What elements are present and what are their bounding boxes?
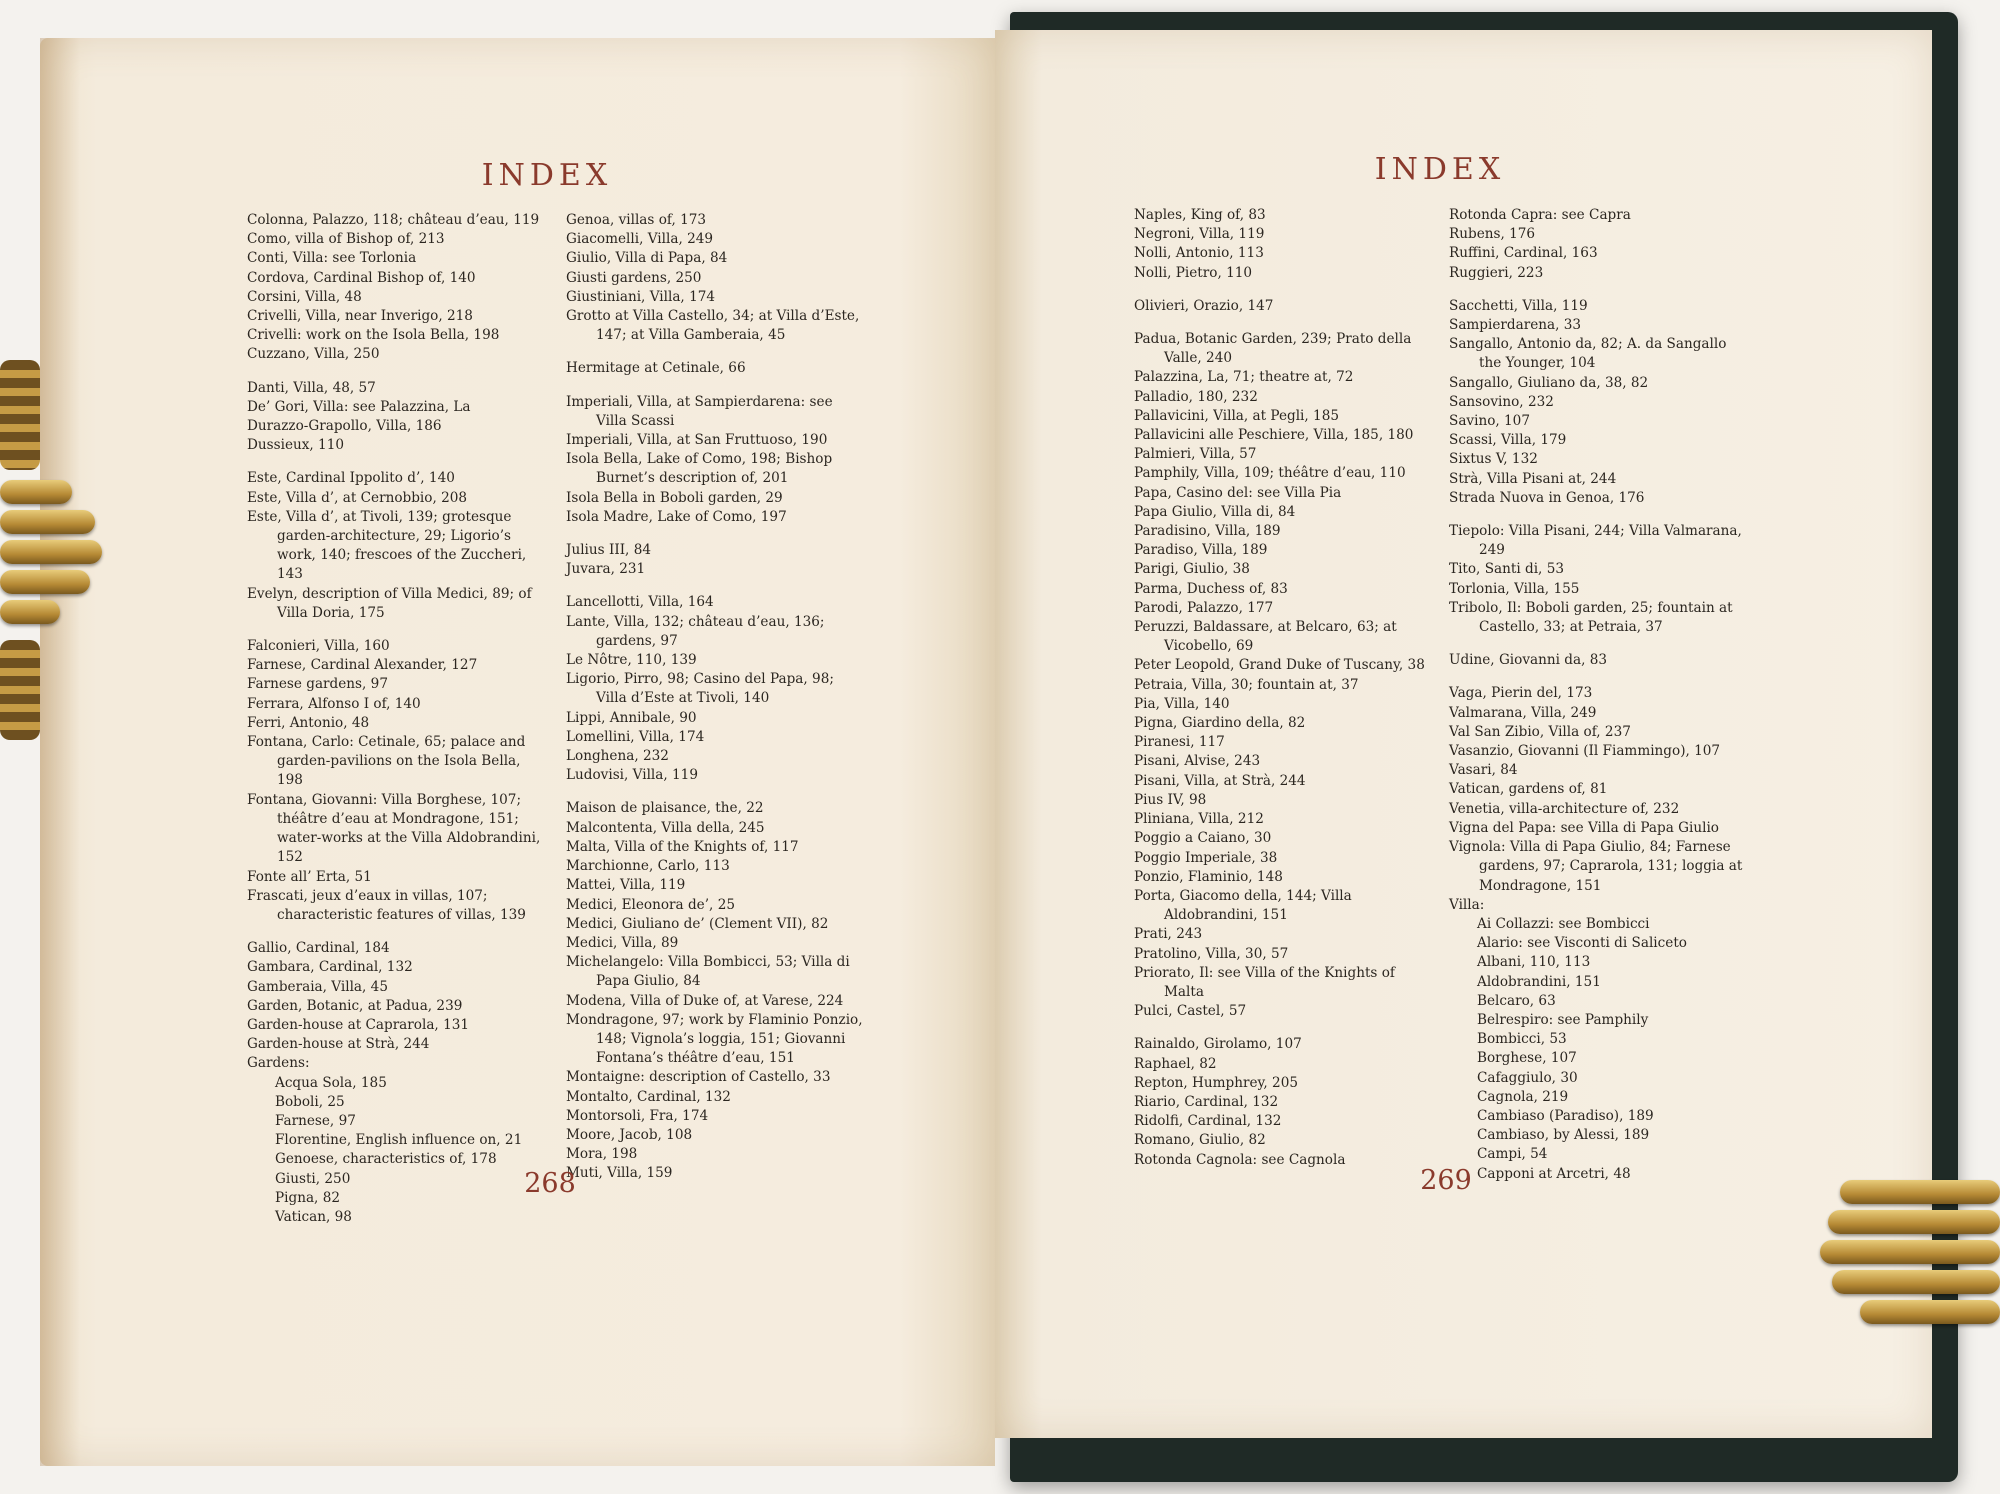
index-entry: Isola Madre, Lake of Como, 197 [566, 508, 787, 525]
index-entry: Vasanzio, Giovanni (Il Fiammingo), 107 [1449, 743, 1721, 760]
clip-chain [0, 360, 40, 470]
index-entry: Dussieux, 110 [247, 437, 345, 454]
index-entry: Longhena, 232 [566, 748, 669, 765]
index-entry: Riario, Cardinal, 132 [1134, 1093, 1279, 1110]
index-entry: Pliniana, Villa, 212 [1134, 811, 1264, 828]
index-entry: Villa: [1449, 896, 1485, 913]
index-entry: Peter Leopold, Grand Duke of Tuscany, 38 [1134, 657, 1425, 674]
index-entry: Florentine, English influence on, 21 [275, 1132, 523, 1149]
index-entry: Pallavicini, Villa, at Pegli, 185 [1134, 407, 1339, 424]
left-page-number: 268 [524, 1168, 576, 1199]
index-entry: Pratolino, Villa, 30, 57 [1134, 945, 1289, 962]
index-entry: Mora, 198 [566, 1146, 638, 1163]
index-entry: Frascati, jeux d’eaux in villas, 107; characteristic features of villas, 139 [247, 887, 526, 923]
index-entry: Imperiali, Villa, at Sampierdarena: see Villa Scassi [566, 393, 833, 429]
index-entry: Rotonda Cagnola: see Cagnola [1134, 1151, 1346, 1168]
index-entry: Vatican, gardens of, 81 [1449, 781, 1608, 798]
index-entry: Michelangelo: Villa Bombicci, 53; Villa di Papa Giulio, 84 [566, 954, 850, 990]
index-entry: Ai Collazzi: see Bombicci [1477, 915, 1650, 932]
index-entry: Marchionne, Carlo, 113 [566, 858, 730, 875]
index-entry: Palazzina, La, 71; theatre at, 72 [1134, 369, 1354, 386]
index-entry: Giacomelli, Villa, 249 [566, 231, 714, 248]
index-entry: De’ Gori, Villa: see Palazzina, La [247, 398, 471, 415]
index-entry: Farnese, 97 [275, 1112, 356, 1129]
index-entry: Giusti, 250 [275, 1170, 351, 1187]
index-entry: Pia, Villa, 140 [1134, 695, 1230, 712]
index-entry: Malcontenta, Villa della, 245 [566, 819, 765, 836]
index-entry: Raphael, 82 [1134, 1055, 1217, 1072]
index-entry: Modena, Villa of Duke of, at Varese, 224 [566, 992, 844, 1009]
index-entry: Rotonda Capra: see Capra [1449, 207, 1631, 223]
index-entry: Grotto at Villa Castello, 34; at Villa d’Este, 147; at Villa Gamberaia, 45 [566, 308, 860, 344]
index-entry: Corsini, Villa, 48 [247, 288, 362, 305]
index-entry: Crivelli: work on the Isola Bella, 198 [247, 327, 500, 344]
index-entry: Parodi, Palazzo, 177 [1134, 599, 1274, 616]
index-entry: Gallio, Cardinal, 184 [247, 940, 390, 957]
left-page-column-1 [247, 211, 547, 1227]
index-entry: Repton, Humphrey, 205 [1134, 1074, 1298, 1091]
index-entry: Cambiaso (Paradiso), 189 [1477, 1107, 1654, 1124]
index-entry: Vignola: Villa di Papa Giulio, 84; Farnese gardens, 97; Caprarola, 131; loggia at Mondragone, 151 [1449, 839, 1743, 894]
right-page-number: 269 [1420, 1165, 1472, 1196]
index-entry: Palmieri, Villa, 57 [1134, 446, 1257, 463]
right-page-column-1 [1134, 206, 1428, 1170]
index-entry: Giustiniani, Villa, 174 [566, 288, 716, 305]
index-entry: Val San Zibio, Villa of, 237 [1449, 723, 1631, 740]
index-entry: Valmarana, Villa, 249 [1449, 704, 1597, 721]
index-entry: Papa Giulio, Villa di, 84 [1134, 503, 1296, 520]
index-entry: Vatican, 98 [275, 1208, 352, 1225]
index-entry: Torlonia, Villa, 155 [1449, 580, 1580, 597]
index-entry: Farnese, Cardinal Alexander, 127 [247, 657, 478, 674]
index-entry: Parma, Duchess of, 83 [1134, 580, 1288, 597]
index-entry: Crivelli, Villa, near Inverigo, 218 [247, 308, 473, 325]
index-entry: Malta, Villa of the Knights of, 117 [566, 838, 799, 855]
index-entry: Naples, King of, 83 [1134, 207, 1266, 223]
index-entry: Ruffini, Cardinal, 163 [1449, 245, 1598, 262]
index-entry: Porta, Giacomo della, 144; Villa Aldobrandini, 151 [1134, 887, 1352, 924]
index-entry: Medici, Eleonora de’, 25 [566, 896, 735, 913]
index-entry: Tito, Santi di, 53 [1449, 561, 1564, 578]
index-entry: Scassi, Villa, 179 [1449, 432, 1567, 449]
index-entry: Paradisino, Villa, 189 [1134, 523, 1281, 540]
index-entry: Montalto, Cardinal, 132 [566, 1088, 731, 1105]
index-entry: Moore, Jacob, 108 [566, 1126, 693, 1143]
index-entry: Strada Nuova in Genoa, 176 [1449, 489, 1645, 506]
index-entry: Ruggieri, 223 [1449, 264, 1544, 281]
brass-page-clip-right [1810, 1160, 2000, 1330]
index-entry: Tribolo, Il: Boboli garden, 25; fountain at Castello, 33; at Petraia, 37 [1449, 599, 1733, 636]
index-entry: Belrespiro: see Pamphily [1477, 1011, 1649, 1028]
index-entry: Cuzzano, Villa, 250 [247, 346, 380, 363]
index-entry: Palladio, 180, 232 [1134, 388, 1258, 405]
index-entry: Borghese, 107 [1477, 1050, 1577, 1067]
index-entry: Strà, Villa Pisani at, 244 [1449, 470, 1617, 487]
index-entry: Medici, Villa, 89 [566, 934, 679, 951]
brass-page-clip-left [0, 470, 110, 640]
index-entry: Acqua Sola, 185 [275, 1074, 387, 1091]
index-entry: Gambara, Cardinal, 132 [247, 959, 413, 976]
left-page-heading: INDEX [481, 158, 613, 193]
index-entry: Pigna, Giardino della, 82 [1134, 715, 1306, 732]
index-entry: Medici, Giuliano de’ (Clement VII), 82 [566, 915, 829, 932]
index-entry: Udine, Giovanni da, 83 [1449, 652, 1608, 669]
index-entry: Genoa, villas of, 173 [566, 212, 707, 228]
index-entry: Negroni, Villa, 119 [1134, 226, 1265, 243]
index-entry: Boboli, 25 [275, 1093, 345, 1110]
index-entry: Colonna, Palazzo, 118; château d’eau, 119 [247, 212, 540, 228]
index-entry: Montorsoli, Fra, 174 [566, 1107, 709, 1124]
index-entry: Muti, Villa, 159 [566, 1165, 673, 1182]
index-entry: Albani, 110, 113 [1477, 954, 1591, 971]
index-entry: Ridolfi, Cardinal, 132 [1134, 1113, 1282, 1130]
index-entry: Pallavicini alle Peschiere, Villa, 185, 180 [1134, 427, 1414, 444]
index-entry: Pigna, 82 [275, 1189, 340, 1206]
index-entry: Priorato, Il: see Villa of the Knights of Malta [1134, 964, 1395, 1000]
page-edge-stain [40, 38, 80, 1466]
index-entry: Olivieri, Orazio, 147 [1134, 297, 1274, 314]
index-entry: Fontana, Carlo: Cetinale, 65; palace and garden-pavilions on the Isola Bella, 198 [247, 734, 526, 789]
index-entry: Este, Villa d’, at Tivoli, 139; grotesque garden-architecture, 29; Ligorio’s work, 140; frescoes of the Zuccheri, 143 [247, 508, 527, 583]
index-entry: Rubens, 176 [1449, 226, 1536, 243]
index-entry: Pisani, Villa, at Strà, 244 [1134, 772, 1306, 789]
index-entry: Hermitage at Cetinale, 66 [566, 360, 746, 377]
index-entry: Aldobrandini, 151 [1477, 973, 1601, 990]
index-entry: Fonte all’ Erta, 51 [247, 868, 372, 885]
index-entry: Garden-house at Strà, 244 [247, 1036, 430, 1053]
index-entry: Le Nôtre, 110, 139 [566, 652, 697, 669]
index-entry: Mattei, Villa, 119 [566, 877, 686, 894]
index-entry: Prati, 243 [1134, 926, 1203, 943]
index-entry: Durazzo-Grapollo, Villa, 186 [247, 418, 442, 435]
index-entry: Como, villa of Bishop of, 213 [247, 231, 445, 248]
index-entry: Cafaggiulo, 30 [1477, 1069, 1578, 1086]
index-entry: Cagnola, 219 [1477, 1088, 1569, 1105]
index-entry: Vaga, Pierin del, 173 [1449, 685, 1593, 702]
index-entry: Ferrara, Alfonso I of, 140 [247, 695, 421, 712]
index-entry: Capponi at Arcetri, 48 [1477, 1165, 1631, 1182]
index-entry: Genoese, characteristics of, 178 [275, 1151, 497, 1168]
clip-chain [0, 640, 40, 740]
index-entry: Imperiali, Villa, at San Fruttuoso, 190 [566, 432, 828, 449]
index-entry: Belcaro, 63 [1477, 992, 1556, 1009]
index-entry: Petraia, Villa, 30; fountain at, 37 [1134, 676, 1359, 693]
index-entry: Cordova, Cardinal Bishop of, 140 [247, 269, 476, 286]
index-entry: Pamphily, Villa, 109; théâtre d’eau, 110 [1134, 465, 1406, 482]
index-entry: Montaigne: description of Castello, 33 [566, 1069, 831, 1086]
index-entry: Bombicci, 53 [1477, 1031, 1567, 1048]
index-entry: Pulci, Castel, 57 [1134, 1003, 1247, 1020]
index-entry: Lomellini, Villa, 174 [566, 728, 705, 745]
right-page-heading: INDEX [1374, 152, 1506, 187]
index-entry: Gamberaia, Villa, 45 [247, 978, 388, 995]
index-entry: Alario: see Visconti di Saliceto [1477, 935, 1687, 952]
index-entry: Julius III, 84 [566, 542, 652, 559]
index-entry: Rainaldo, Girolamo, 107 [1134, 1036, 1302, 1053]
index-entry: Conti, Villa: see Torlonia [247, 250, 417, 267]
index-entry: Este, Cardinal Ippolito d’, 140 [247, 470, 455, 487]
index-entry: Romano, Giulio, 82 [1134, 1132, 1266, 1149]
index-entry: Piranesi, 117 [1134, 734, 1225, 751]
index-entry: Farnese gardens, 97 [247, 676, 388, 693]
index-entry: Savino, 107 [1449, 413, 1530, 430]
index-entry: Padua, Botanic Garden, 239; Prato della Valle, 240 [1134, 331, 1412, 367]
index-entry: Evelyn, description of Villa Medici, 89; of Villa Doria, 175 [247, 585, 532, 621]
index-entry: Lippi, Annibale, 90 [566, 709, 697, 726]
index-entry: Sangallo, Antonio da, 82; A. da Sangallo the Younger, 104 [1449, 336, 1727, 372]
index-entry: Sangallo, Giuliano da, 38, 82 [1449, 374, 1649, 391]
index-entry: Poggio Imperiale, 38 [1134, 849, 1278, 866]
index-entry: Vigna del Papa: see Villa di Papa Giulio [1449, 819, 1719, 836]
index-entry: Maison de plaisance, the, 22 [566, 800, 764, 817]
index-entry: Mondragone, 97; work by Flaminio Ponzio, 148; Vignola’s loggia, 151; Giovanni Fontana’s théâtre d’eau, 151 [566, 1011, 863, 1067]
index-entry: Peruzzi, Baldassare, at Belcaro, 63; at Vicobello, 69 [1134, 619, 1397, 655]
index-entry: Lante, Villa, 132; château d’eau, 136; gardens, 97 [566, 613, 825, 649]
index-entry: Garden, Botanic, at Padua, 239 [247, 997, 463, 1014]
index-entry: Fontana, Giovanni: Villa Borghese, 107; théâtre d’eau at Mondragone, 151; water-works at the Villa Aldobrandini, 152 [247, 791, 541, 866]
index-entry: Sixtus V, 132 [1449, 451, 1538, 468]
right-page-column-2 [1449, 206, 1749, 1184]
index-entry: Ludovisi, Villa, 119 [566, 767, 698, 784]
index-entry: Cambiaso, by Alessi, 189 [1477, 1127, 1650, 1144]
index-entry: Sacchetti, Villa, 119 [1449, 297, 1588, 314]
index-entry: Poggio a Caiano, 30 [1134, 830, 1272, 847]
left-page-column-2 [566, 211, 866, 1184]
index-entry: Isola Bella, Lake of Como, 198; Bishop Burnet’s description of, 201 [566, 451, 833, 487]
index-entry: Tiepolo: Villa Pisani, 244; Villa Valmarana, 249 [1449, 523, 1742, 559]
index-entry: Danti, Villa, 48, 57 [247, 379, 376, 396]
index-entry: Campi, 54 [1477, 1146, 1548, 1163]
index-entry: Garden-house at Caprarola, 131 [247, 1016, 470, 1033]
index-entry: Ponzio, Flaminio, 148 [1134, 868, 1283, 885]
index-entry: Sampierdarena, 33 [1449, 317, 1582, 334]
index-entry: Nolli, Pietro, 110 [1134, 264, 1253, 281]
index-entry: Venetia, villa-architecture of, 232 [1449, 800, 1680, 817]
index-entry: Ferri, Antonio, 48 [247, 714, 370, 731]
index-entry: Giulio, Villa di Papa, 84 [566, 250, 728, 267]
index-entry: Lancellotti, Villa, 164 [566, 594, 714, 611]
index-entry: Gardens: [247, 1055, 310, 1072]
index-entry: Falconieri, Villa, 160 [247, 638, 390, 655]
index-entry: Pisani, Alvise, 243 [1134, 753, 1261, 770]
index-entry: Papa, Casino del: see Villa Pia [1134, 484, 1342, 501]
index-entry: Giusti gardens, 250 [566, 269, 702, 286]
index-entry: Este, Villa d’, at Cernobbio, 208 [247, 489, 468, 506]
index-entry: Juvara, 231 [566, 561, 646, 578]
index-entry: Nolli, Antonio, 113 [1134, 245, 1264, 262]
index-entry: Ligorio, Pirro, 98; Casino del Papa, 98; Villa d’Este at Tivoli, 140 [566, 671, 834, 707]
index-entry: Sansovino, 232 [1449, 393, 1554, 410]
index-entry: Paradiso, Villa, 189 [1134, 542, 1268, 559]
index-entry: Vasari, 84 [1449, 762, 1518, 779]
index-entry: Pius IV, 98 [1134, 791, 1207, 808]
index-entry: Parigi, Giulio, 38 [1134, 561, 1250, 578]
index-entry: Isola Bella in Boboli garden, 29 [566, 489, 783, 506]
